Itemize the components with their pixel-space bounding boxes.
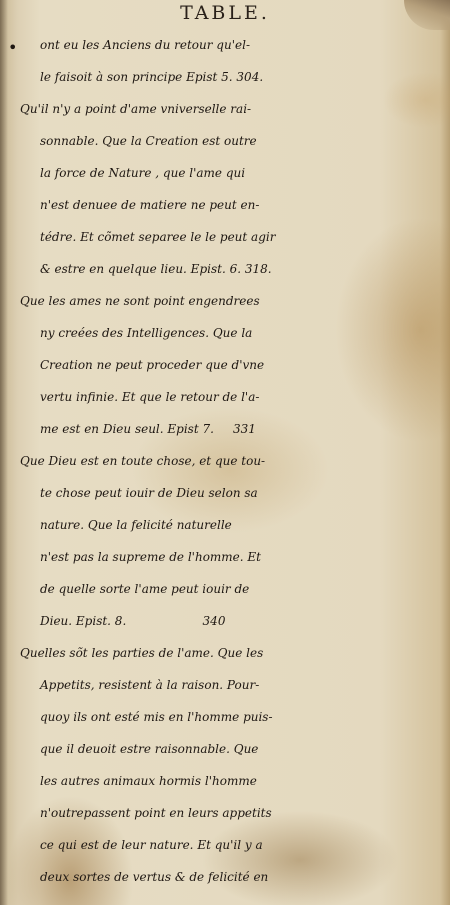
text-line: Appetits, resistent à la raison. Pour- [40, 678, 260, 692]
text-line: Creation ne peut proceder que d'vne [40, 358, 265, 372]
text-line: n'outrepassent point en leurs appetits [40, 806, 272, 820]
text-line: & estre en quelque lieu. Epist. 6. 318. [40, 262, 272, 276]
text-line: ont eu les Anciens du retour qu'el- [40, 38, 250, 52]
text-line: que il deuoit estre raisonnable. Que [40, 742, 259, 756]
text-line: nature. Que la felicité naturelle [40, 518, 232, 532]
text-line: ny creées des Intelligences. Que la [40, 326, 253, 340]
text-line: Quelles sõt les parties de l'ame. Que les [20, 646, 264, 660]
text-line: Que Dieu est en toute chose, et que tou- [20, 454, 266, 468]
page-header: TABLE. [180, 2, 270, 24]
text-line: Dieu. Epist. 8. 340 [40, 614, 226, 628]
text-line: de quelle sorte l'ame peut iouir de [40, 582, 250, 596]
text-line: Qu'il n'y a point d'ame vniverselle rai- [20, 102, 252, 116]
text-line: te chose peut iouir de Dieu selon sa [40, 486, 258, 500]
text-line: vertu infinie. Et que le retour de l'a- [40, 390, 260, 404]
text-line: ce qui est de leur nature. Et qu'il y a [40, 838, 263, 852]
text-line: deux sortes de vertus & de felicité en [40, 870, 269, 884]
margin-mark: • [8, 38, 18, 57]
text-line: tédre. Et cõmet separee le le peut agir [40, 230, 276, 244]
text-line: quoy ils ont esté mis en l'homme puis- [40, 710, 273, 724]
text-line: n'est denuee de matiere ne peut en- [40, 198, 260, 212]
text-line: les autres animaux hormis l'homme [40, 774, 257, 788]
text-line: la force de Nature , que l'ame qui [40, 166, 246, 180]
text-line: Que les ames ne sont point engendrees [20, 294, 260, 308]
table-of-contents-text [0, 29, 450, 893]
text-line: le faisoit à son principe Epist 5. 304. [40, 70, 264, 84]
text-line: n'est pas la supreme de l'homme. Et [40, 550, 261, 564]
text-line: me est en Dieu seul. Epist 7. 331 [40, 422, 256, 436]
text-line: sonnable. Que la Creation est outre [40, 134, 257, 148]
